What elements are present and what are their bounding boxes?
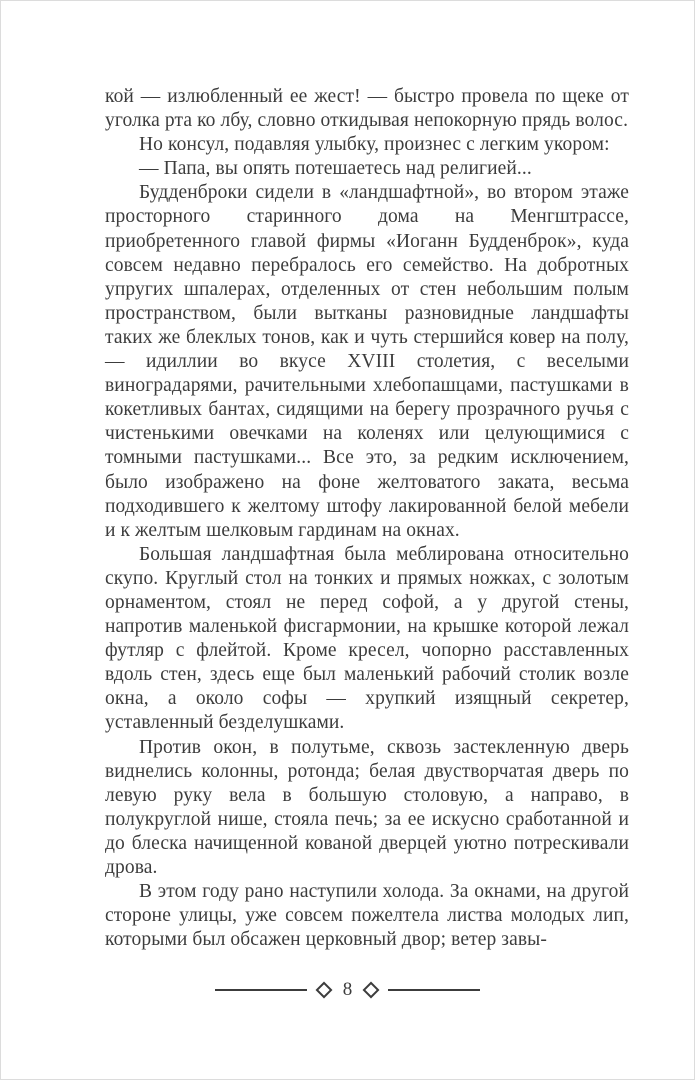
paragraph: — Папа, вы опять потешаетесь над религией... — [139, 158, 532, 180]
paragraph: Большая ландшафтная была меблирована относительно скупо. Круглый стол на тонких и прямых ножках, с золотым орнаментом, стоял не перед софой, а у другой стены, напротив маленькой фисгармонии, на крышке которой лежал футляр с флейтой. Кроме кресел, чопорно расставленных вдоль стен, здесь еще был маленький рабочий столик возле окна, а около софы — хрупкий изящный секретер, уставленный безделушками. — [105, 543, 629, 734]
page-number: 8 — [342, 979, 353, 1000]
paragraph: В этом году рано наступили холода. За окнами, на другой стороне улицы, уже совсем пожелтела листва молодых лип, которыми был обсажен церковный двор; ветер завы- — [105, 881, 629, 951]
diamond-ornament-left-icon — [315, 981, 332, 998]
paragraph: Но консул, подавляя улыбку, произнес с легким укором: — [139, 134, 610, 156]
footer-rule-left — [215, 989, 307, 991]
paragraph: Против окон, в полутьме, сквозь застекленную дверь виднелись колонны, ротонда; белая двустворчатая дверь по левую руку вела в большую столовую, а направо, в полукруглой нише, стояла печь; за ее искусно сработанной и до блеска начищенной кованой дверцей уютно потрескивали дрова. — [105, 736, 629, 878]
paragraph: Будденброки сидели в «ландшафтной», во втором этаже просторного старинного дома на Менгштрассе, приобретенного главой фирмы «Иоганн Будденброк», куда совсем недавно перебралось его семейство. На добротных упругих шпалерах, отделенных от стен небольшим полым пространством, были вытканы разновидные ландшафты таких же блеклых тонов, как и чуть стершийся ковер на полу, — идиллии во вкусе XVIII столетия, с веселыми виноградарями, рачительными хлебопашцами, пастушками в кокетливых бантах, сидящими на берегу прозрачного ручья с чистенькими овечками на коленях или целующимися с томными пастушками... Все это, за редким исключением, было изображено на фоне желтоватого заката, весьма подходившего к желтому штофу лакированной белой мебели и к желтым шелковым гардинам на окнах. — [105, 182, 629, 541]
footer-rule-right — [388, 989, 480, 991]
paragraph: кой — излюбленный ее жест! — быстро провела по щеке от уголка рта ко лбу, словно откидывая непокорную прядь волос. — [105, 86, 629, 132]
page-footer — [1, 980, 694, 999]
page-text-block — [105, 85, 629, 952]
diamond-ornament-right-icon — [363, 981, 380, 998]
